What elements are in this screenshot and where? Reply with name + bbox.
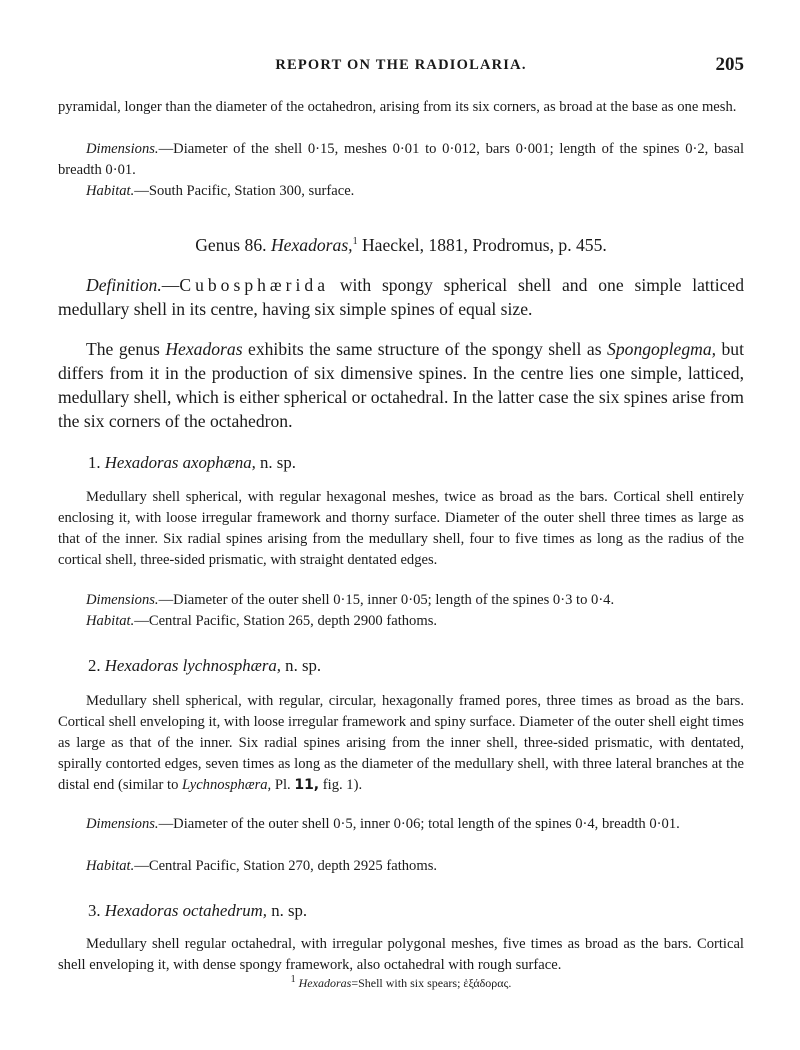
genus-reference: Lychnosphæra, xyxy=(182,777,272,793)
habitat-label: Habitat. xyxy=(86,613,135,629)
dimensions-label: Dimensions. xyxy=(86,816,159,832)
species-1-description: Medullary shell spherical, with regular hexagonal meshes, twice as broad as the bars. Cortical shell entirely enclosing it, with loose irregular framework and thorny surface. Diameter of the outer shell three times as large as that of the inner. Six radial spines arising from the medullary shell, four to five times as long as the radius of the cortical shell, three-sided prismatic, with straight dentated edges. xyxy=(58,489,744,568)
habitat-label: Habitat. xyxy=(86,858,135,874)
species-1-habitat: Habitat.—Central Pacific, Station 265, depth 2900 fathoms. xyxy=(86,613,438,629)
running-head: REPORT ON THE RADIOLARIA. xyxy=(275,57,527,73)
prev-species-description: pyramidal, longer than the diameter of the octahedron, arising from its six corners, as broad at the base as one mesh. xyxy=(58,99,737,115)
dimensions-label: Dimensions. xyxy=(86,592,159,608)
family-name: Cubosphærida xyxy=(179,275,329,295)
species-2-habitat: Habitat.—Central Pacific, Station 270, depth 2925 fathoms. xyxy=(86,858,438,874)
habitat-label: Habitat. xyxy=(86,183,135,199)
species-2-dimensions: Dimensions.—Diameter of the outer shell 0·5, inner 0·06; total length of the spines 0·4, breadth 0·01. xyxy=(86,816,680,832)
genus-heading: Genus 86. Hexadoras,$^1$ Haeckel, 1881, Prodromus, p. 455. xyxy=(195,235,607,255)
prev-species-habitat: Habitat.—South Pacific, Station 300, surface. xyxy=(86,183,355,199)
page-header xyxy=(58,54,744,80)
species-name: Hexadoras axophæna, xyxy=(104,453,256,472)
species-heading-2: 2. Hexadoras lychnosphæra, n. sp. xyxy=(88,656,322,675)
genus-paragraph: The genus Hexadoras exhibits the same structure of the spongy shell as Spongoplegma, but differs from it in the production of six dimensive spines. In the centre lies one simple, latticed, medullary shell, which is either spherical or octahedral. In the latter case the six spines arise from the six corners of the octahedron. xyxy=(58,339,744,431)
plate-number: 11, xyxy=(294,777,320,793)
species-2-description: Medullary shell spherical, with regular, circular, hexagonally framed pores, three times as broad as the bars. Cortical shell enveloping it, with loose irregular framework and spiny surface. Diameter of the outer shell eight times as large as that of the inner. Six radial spines arising from the inner shell, three-sided prismatic, with dentated, spirally contorted edges, seven times as long as the diameter of the medullary shell, with three lateral branches at the distal end (similar to Lychnosphæra, Pl. 11, fig. 1). xyxy=(58,693,744,793)
species-heading-3: 3. Hexadoras octahedrum, n. sp. xyxy=(88,901,308,920)
species-3-description: Medullary shell regular octahedral, with irregular polygonal meshes, five times as broad as the bars. Cortical shell enveloping it, with dense spongy framework, also octahedral with rough surface. xyxy=(58,936,744,973)
footnote-mark: 1 xyxy=(290,974,296,985)
genus-definition: Definition.—Cubosphærida with spongy spherical shell and one simple latticed medullary shell in its centre, having six simple spines of equal size. xyxy=(58,275,744,319)
footnote: $^1$ Hexadoras=Shell with six spears; ἑξάδορας. xyxy=(290,974,512,990)
definition-label: Definition. xyxy=(86,275,162,295)
page-number: 205 xyxy=(715,54,744,75)
species-name: Hexadoras octahedrum, xyxy=(104,901,267,920)
dimensions-label: Dimensions. xyxy=(86,141,159,157)
genus-name: Hexadoras, xyxy=(270,235,353,255)
species-name: Hexadoras lychnosphæra, xyxy=(104,656,281,675)
footnote-reference: 1 xyxy=(352,236,358,248)
greek-etymology: ἑξάδορας. xyxy=(463,976,512,990)
species-1-dimensions: Dimensions.—Diameter of the outer shell 0·15, inner 0·05; length of the spines 0·3 to 0·4. xyxy=(86,592,615,608)
footnote-genus: Hexadoras xyxy=(298,976,352,990)
species-heading-1: 1. Hexadoras axophæna, n. sp. xyxy=(88,453,296,472)
prev-species-dimensions: Dimensions.—Diameter of the shell 0·15, meshes 0·01 to 0·012, bars 0·001; length of the spines 0·2, basal breadth 0·01. xyxy=(58,141,744,178)
